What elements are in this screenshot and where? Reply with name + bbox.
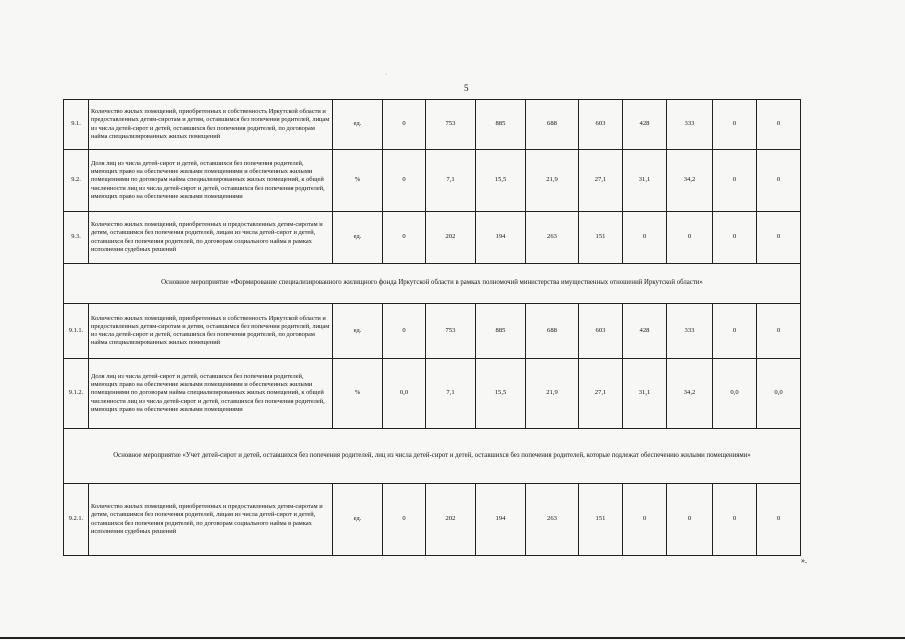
closing-mark: ». [801,556,807,565]
value-cell: 0 [667,212,713,264]
value-cell: 0 [757,100,801,150]
value-cell: 31,1 [623,150,667,212]
indicator-description: Количество жилых помещений, приобретенных в собственность Иркутской области и предоставленных детям-сиротам и детям, оставшимся без попечения родителей, лицам из числа детей-сирот и детей, оставшихся без попечения родителей, по договорам найма специализированных жилых помещений [89,100,333,150]
value-cell: 263 [526,212,579,264]
value-cell: 688 [526,100,579,150]
stray-mark: · [385,72,387,78]
unit-cell: ед. [333,212,383,264]
value-cell: 202 [426,212,476,264]
value-cell: 0 [713,100,757,150]
value-cell: 15,5 [476,150,526,212]
value-cell: 194 [476,484,526,556]
value-cell: 34,2 [667,359,713,429]
value-cell: 333 [667,304,713,359]
value-cell: 0 [713,150,757,212]
unit-cell: ед. [333,304,383,359]
indicator-description: Доля лиц из числа детей-сирот и детей, оставшихся без попечения родителей, имеющих право на обеспечение жилыми помещениями и обеспеченных жилыми помещениями по договорам найма специализированных жилых помещений, к общей численности лиц из числа детей-сирот и детей, оставшихся без попечения родителей, имеющих право на обеспечение жилыми помещениями [89,150,333,212]
value-cell: 151 [579,212,623,264]
section-row [64,264,801,304]
row-number: 9.2.1. [64,484,89,556]
value-cell: 0 [383,484,426,556]
value-cell: 333 [667,100,713,150]
value-cell: 15,5 [476,359,526,429]
value-cell: 194 [476,212,526,264]
value-cell: 428 [623,100,667,150]
row-number: 9.2. [64,150,89,212]
value-cell: 0 [713,484,757,556]
value-cell: 603 [579,304,623,359]
value-cell: 21,9 [526,150,579,212]
section-title: Основное мероприятие «Формирование специализированного жилищного фонда Иркутской области в рамках полномочий министерства имущественных отношений Иркутской области» [64,264,801,304]
table-row [64,212,801,264]
value-cell: 0 [757,484,801,556]
page-number: 5 [464,83,469,93]
indicator-description: Количество жилых помещений, приобретенных и предоставленных детям-сиротам и детям, оставшимся без попечения родителей, лицам из числа детей-сирот и детей, оставшихся без попечения родителей, по договорам социального найма в рамках исполнения судебных решений [89,212,333,264]
row-number: 9.3. [64,212,89,264]
value-cell: 0 [713,304,757,359]
table-row [64,304,801,359]
table-row [64,100,801,150]
value-cell: 0 [757,150,801,212]
table-body [64,100,801,556]
value-cell: 0,0 [713,359,757,429]
value-cell: 7,1 [426,359,476,429]
value-cell: 0 [383,304,426,359]
value-cell: 31,1 [623,359,667,429]
value-cell: 885 [476,304,526,359]
row-number: 9.1.2. [64,359,89,429]
value-cell: 34,2 [667,150,713,212]
unit-cell: ед. [333,100,383,150]
unit-cell: % [333,359,383,429]
page-edge-line [0,637,905,639]
indicator-description: Доля лиц из числа детей-сирот и детей, оставшихся без попечения родителей, имеющих право на обеспечение жилыми помещениями и обеспеченных жилыми помещениями по договорам найма специализированных жилых помещений, к общей численности лиц из числа детей-сирот и детей, оставшихся без попечения родителей, имеющих право на обеспечение жилыми помещениями [89,359,333,429]
value-cell: 0 [623,212,667,264]
value-cell: 151 [579,484,623,556]
value-cell: 603 [579,100,623,150]
value-cell: 0 [713,212,757,264]
indicators-table [63,99,801,556]
section-row [64,429,801,484]
value-cell: 0,0 [383,359,426,429]
row-number: 9.1. [64,100,89,150]
value-cell: 0 [757,212,801,264]
value-cell: 0 [623,484,667,556]
value-cell: 753 [426,100,476,150]
value-cell: 0 [757,304,801,359]
value-cell: 7,1 [426,150,476,212]
section-title: Основное мероприятие «Учет детей-сирот и детей, оставшихся без попечения родителей, лиц из числа детей-сирот и детей, оставшихся без попечения родителей, которые подлежат обеспечению жилыми помещениями» [64,429,801,484]
value-cell: 0 [383,150,426,212]
value-cell: 428 [623,304,667,359]
value-cell: 21,9 [526,359,579,429]
table-row [64,150,801,212]
value-cell: 263 [526,484,579,556]
unit-cell: ед. [333,484,383,556]
value-cell: 688 [526,304,579,359]
table-row [64,484,801,556]
row-number: 9.1.1. [64,304,89,359]
value-cell: 0 [383,100,426,150]
value-cell: 753 [426,304,476,359]
value-cell: 0 [667,484,713,556]
unit-cell: % [333,150,383,212]
table-row [64,359,801,429]
value-cell: 202 [426,484,476,556]
indicator-description: Количество жилых помещений, приобретенных в собственность Иркутской области и предоставленных детям-сиротам и детям, оставшимся без попечения родителей, лицам из числа детей-сирот и детей, оставшихся без попечения родителей, по договорам найма специализированных жилых помещений [89,304,333,359]
value-cell: 885 [476,100,526,150]
indicator-description: Количество жилых помещений, приобретенных и предоставленных детям-сиротам и детям, оставшимся без попечения родителей, лицам из числа детей-сирот и детей, оставшихся без попечения родителей, по договорам социального найма в рамках исполнения судебных решений [89,484,333,556]
value-cell: 27,1 [579,359,623,429]
value-cell: 0,0 [757,359,801,429]
value-cell: 27,1 [579,150,623,212]
value-cell: 0 [383,212,426,264]
